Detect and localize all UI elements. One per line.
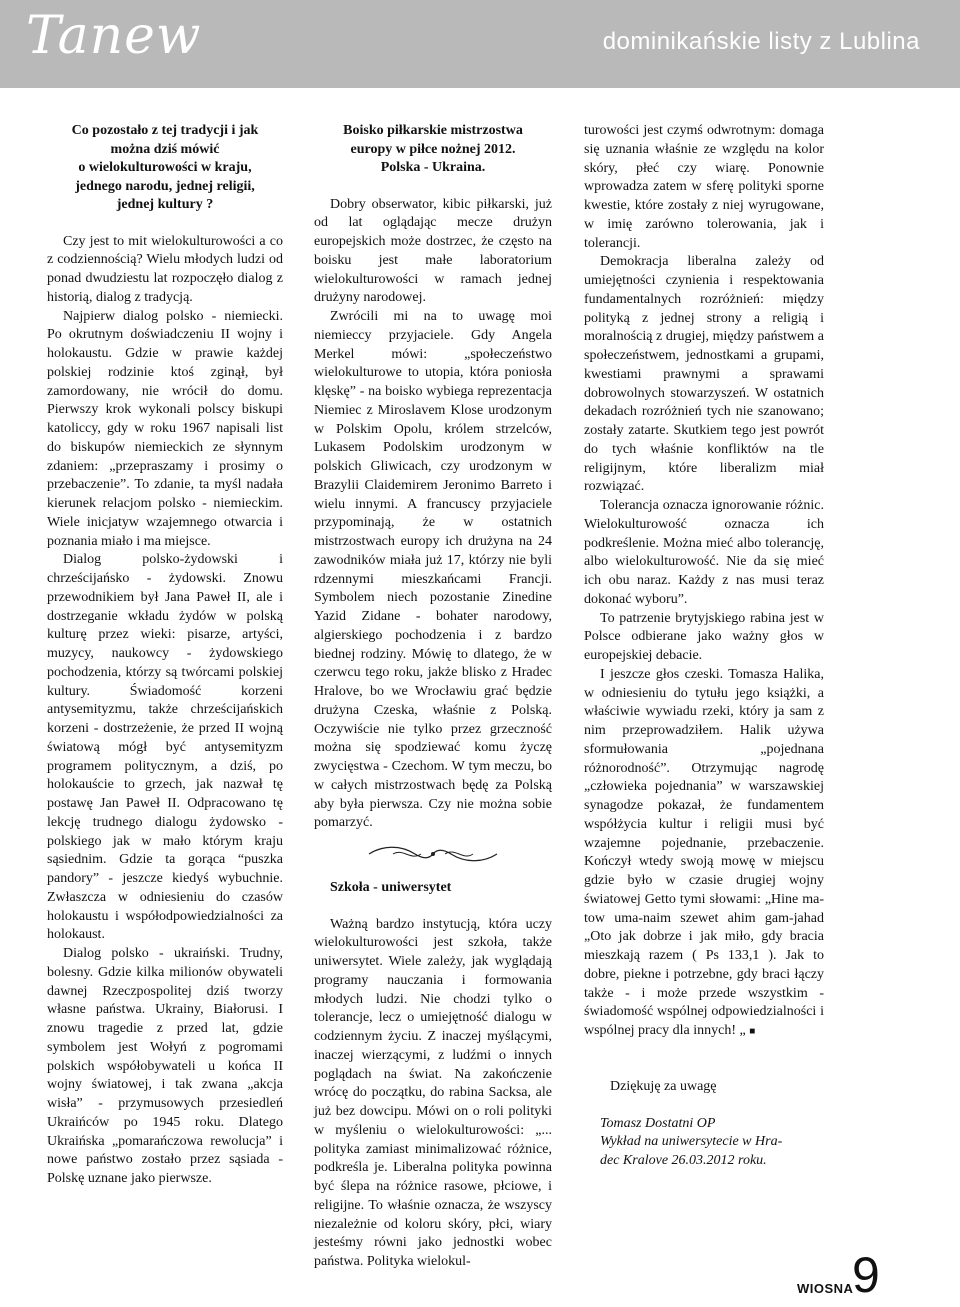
paragraph: turowości jest czymś odwrotnym: domaga się uznania właśnie ze względu na kolor skóry, płeć czy wiarę. Ponownie wprowadza zatem w sferę polityki sporne kwestie, które zostały z niej wyrugowane, w imię zarówno tolerowania, jak i tolerancji. xyxy=(584,123,824,251)
signature-line: dec Kralove 26.03.2012 roku. xyxy=(600,1153,767,1168)
paragraph: Czy jest to mit wielokulturowości a co z codziennością? Wielu młodych ludzi od ponad dwudziestu lat rozpoczęło dialog z historią, dialog z tradycją. xyxy=(47,233,283,305)
paragraph: Dialog polsko - ukraiński. Trudny, bolesny. Gdzie kilka milionów obywateli dawnej Rzeczpospolitej dziś tworzy własne państwa. Ukrainy, Białorusi. I znowu tragedie z przed lat, gdzie symbolem jest Wołyń z pogromami polskich współobywateli u końca II wojny światowej, i tak zwana „akcja wisła” - przymusowych przesiedleń Ukraińców po 1945 roku. Dlatego Ukraińska „pomarańczowa rewolucja” i nowe państwo zostało przez sąsiada - Polskę uznane jako pierwsze. xyxy=(47,946,283,1186)
col1-heading: Co pozostało z tej tradycji i jak można dziś mówić o wielokulturowości w kraju, jednego narodu, jednej religii, jednej kultury ? xyxy=(71,123,259,212)
header-bar xyxy=(0,0,960,88)
paragraph: To patrzenie brytyjskiego rabina jest w Polsce odbierane jako ważny głos w europejskiej debacie. xyxy=(584,610,824,663)
signature xyxy=(584,1115,824,1171)
end-mark-icon: ■ xyxy=(749,1026,756,1037)
col2-heading-2: Szkoła - uniwersytet xyxy=(330,880,452,895)
paragraph: I jeszcze głos czeski. Tomasza Halika, w odniesieniu do tytułu jego książki, a właściwie wywiadu rzeki, który ja sam z nim przeprowadziłem. Halik używa sformułowania „pojednana różnorodność”. Otrzymując nagrodę „człowieka pojednania” w warszawskiej synagodze pokazał, że fundamentem współżycia kultur i religii musi być wzajemne pojednanie, przebaczenie. Kończył wtedy swoją mowę w miejscu gdzie było w czasie drugiej wojny światowej Getto tymi słowami: „Hine ma-tow uma-naim szewet ahim gam-jahad „Oto jak dobrze i jak miło, gdy bracia mieszkają razem ( Ps 133,1 ). Jak to dobre, piekne i potrzebne, gdy braci łączy także - i może przede wszystkim - świadomość wspólnej odpowiedzialności i wspólnej pracy dla innych! „ ■ xyxy=(584,666,824,1038)
thanks-line: Dziękuję za uwagę xyxy=(610,1078,717,1094)
signature-author: Tomasz Dostatni OP xyxy=(600,1115,716,1131)
paragraph: Tolerancja oznacza ignorowanie różnic. Wielokulturowość oznacza ich podkreślenie. Można mieć albo tolerancję, albo wielokulturowość. Nie da się mieć ich obu naraz. Każdy z nas musi teraz dokonać wyboru”. xyxy=(584,498,824,607)
footer-season-label: WIOSNA xyxy=(797,1281,854,1296)
paragraph: Dobry obserwator, kibic piłkarski, już od lat oglądając mecze drużyn europejskich może dostrzec, że często na boisku jest małe laboratorium wielokulturowości w ramach jednej drużyny narodowej. xyxy=(314,196,552,306)
paragraph: Ważną bardzo instytucją, która uczy wielokulturowości jest szkoła, także uniwersytet. Wiele zależy, jak wyglądają programy nauczania i formowania młodych ludzi. Nie chodzi tylko o tolerancje, lecz o umiejętność dialogu w codziennym życiu. Z inaczej myślącymi, inaczej wierzącymi, z ludźmi o innych poglądach na świat. Na zakończenie wrócę do początku, do rabina Sacksa, ale już bez dowcipu. Mówi on o roli polityki w myśleniu o wielokulturowości: „... polityka zamiast minimalizować różnice, podkreśla je. Liberalna polityka powinna być ślepa na różnice rasowe, płciowe, i religijne. To właśnie oznacza, że wszyscy niezależnie od koloru skóry, płci, wiary jesteśmy równi jako jednostki wobec państwa. Polityka wielokul- xyxy=(314,916,552,1269)
column-1 xyxy=(47,122,283,1189)
paragraph: Dialog polsko-żydowski i chrześcijańsko - żydowski. Znowu przewodnikiem był Jana Paweł II, ale i dostrzeganie wkładu żydów w polską kulturę przez wieki: pisarze, artyści, muzycy, naukowcy - żydowskiego pochodzenia, którzy są twórcami polskiej kultury. Świadomość korzeni antysemityzmu, także chrześcijańskich korzeni - dostrzeżenie, że przed II wojną światową mógł być antysemityzm programem politycznym, a dziś, po holokauście to grzech, jak nazwał tę postawę Jan Paweł II. Odpracowano tę lekcję trudnego dialogu żydowsko - polskiego jak w mało którym kraju sąsiednim. Gdzie ta gorąca “puszka pandory” - jeszcze kiedyś wybuchnie. Zwłaszcza w odniesieniu do czasów holokaustu i współodpowiedzialności za holokaust. xyxy=(47,552,283,943)
column-3 xyxy=(584,122,824,1171)
page-number: 9 xyxy=(852,1247,880,1303)
magazine-subtitle: dominikańskie listy z Lublina xyxy=(602,28,920,55)
magazine-logo: Tanew xyxy=(26,6,202,66)
col2-heading: Boisko piłkarskie mistrzostwa europy w piłce nożnej 2012. Polska - Ukraina. xyxy=(343,123,523,175)
column-2 xyxy=(314,122,552,1272)
ornament-divider-icon xyxy=(363,843,503,865)
paragraph: Demokracja liberalna zależy od umiejętności czynienia i respektowania fundamentalnych rozróżnień: między polityką z jednej strony a religią i moralnością z drugiej, między państwem a społeczeństwem, jednostkami a grupami, kwestiami prawnymi a sprawami dobrowolnych stowarzyszeń. W ostatnich dekadach rozróżnień tych nie szanowano; zostały zatarte. Skutkiem tego jest powrót do tych właśnie konfliktów na tle religijnym, które liberalizm miał rozwiązać. xyxy=(584,254,824,495)
signature-line: Wykład na uniwersytecie w Hra- xyxy=(600,1134,783,1150)
paragraph: Zwrócili mi na to uwagę moi niemieccy przyjaciele. Gdy Angela Merkel mówi: „społeczeństwo wielokulturowe to utopia, która poniosła klęskę” - na boisko wybiega reprezentacja Niemiec z Miroslavem Klose urodzonym w Polskim Opolu, królem strzelców, Lukasem Podolskim urodzonym w polskich Gliwicach, czy urodzonym w Brazylii Claidemirem Jeronimo Barreto i wielu innymi. A francuscy przyjaciele przypominają, że w ostatnich mistrzostwach europy ich drużyna na 24 zawodników miała już 17, którzy nie byli rdzennymi mieszkańcami Francji. Symbolem niech pozostanie Zinedine Yazid Zidane - bohater narodowy, algierskiego pochodzenia i z bardzo biednej rodziny. Mówię to dlatego, że w czerwcu tego roku, jakże blisko z Hradec Hralove, bo we Wrocławiu grać będzie drużyna Czeska, właśnie z Polską. Oczywiście nie tylko przez grzeczność można się spodziewać komu życzę zwycięstwa - Czechom. W tym meczu, bo w całych mistrzostwach będę za Polską aby była pierwsza. Czy nie można sobie pomarzyć. xyxy=(314,309,552,831)
paragraph: Najpierw dialog polsko - niemiecki. Po okrutnym doświadczeniu II wojny i holokaustu. Gdzie w prawie każdej polskiej rodzinie ktoś zginął, był zamordowany, nie wrócił do domu. Pierwszy krok wykonali polscy biskupi katoliccy, gdy w roku 1967 napisali list do biskupów niemieckich ze słynnym zdaniem: „przepraszamy i prosimy o przebaczenie”. To zdanie, ta myśl nadała kierunek relacjom polsko - niemieckim. Wiele inicjatyw wzajemnego otwarcia i poznania miało i ma miejsce. xyxy=(47,308,283,549)
